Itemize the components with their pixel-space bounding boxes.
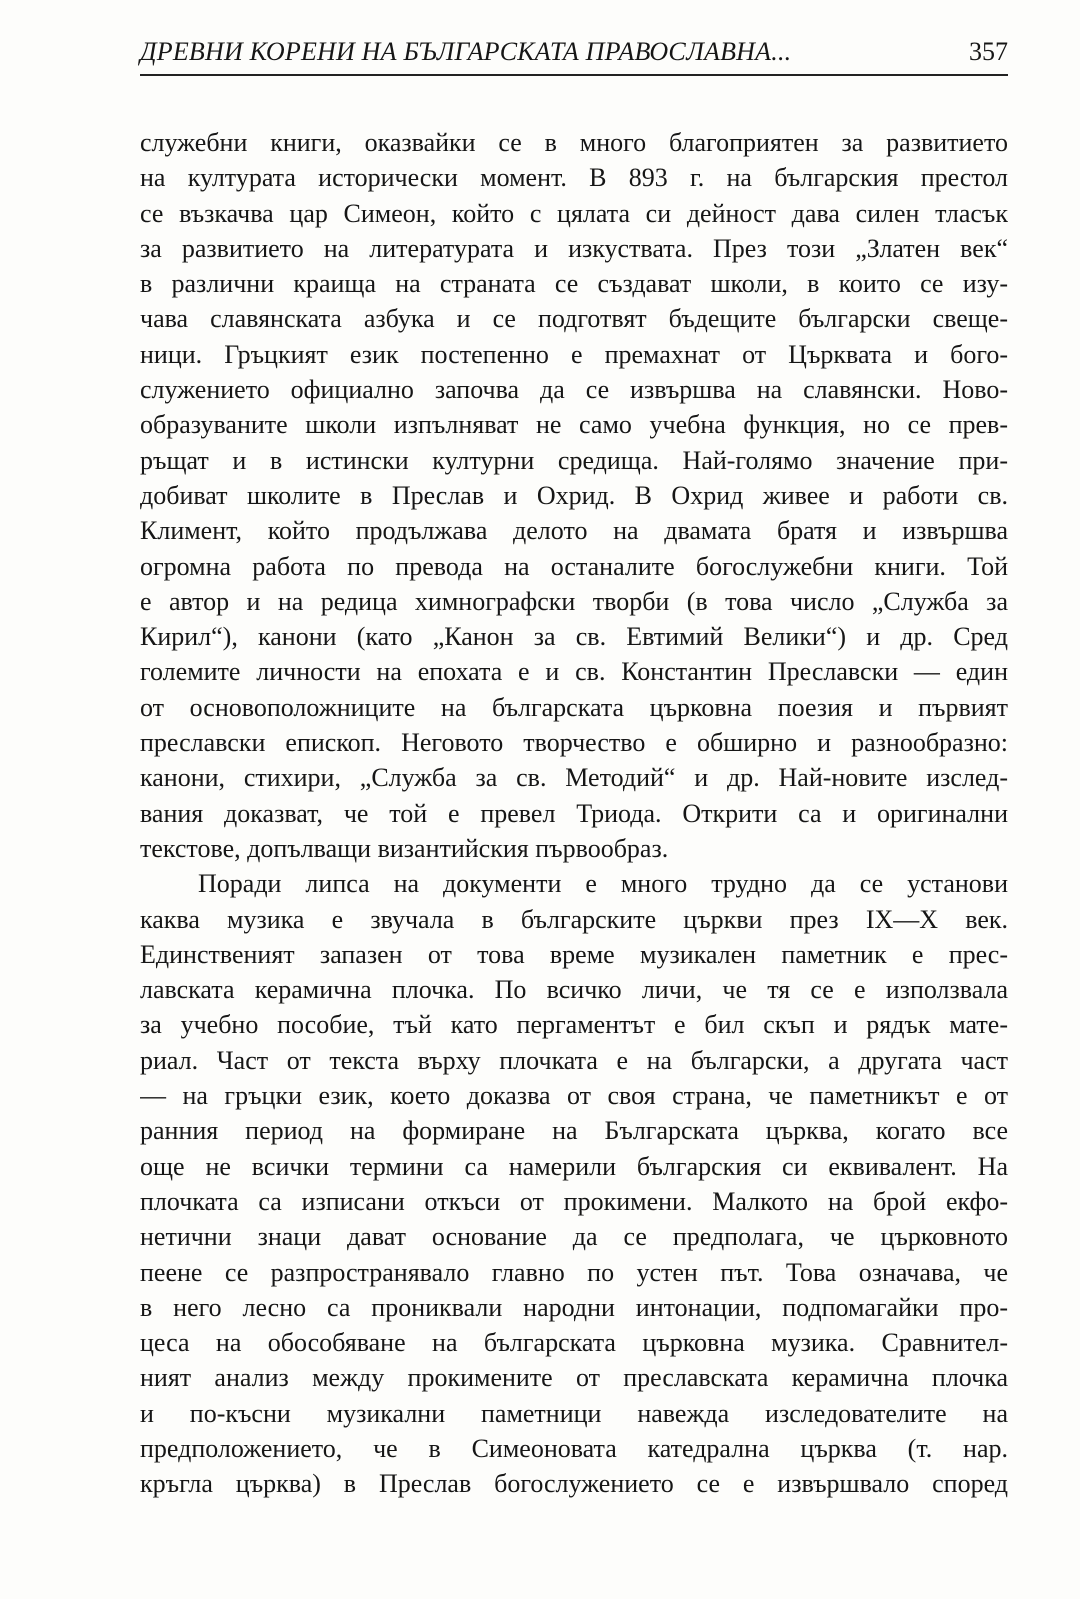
text-line: в него лесно са прониквали народни интонации, подпомагайки про- [140, 1292, 1008, 1322]
text-line: Климент, който продължава делото на двамата братя и извършва [140, 516, 1008, 546]
text-line: нетични знаци дават основание да се предполага, че църковното [140, 1222, 1008, 1252]
text-line: добиват школите в Преслав и Охрид. В Охрид живее и работи св. [140, 480, 1008, 510]
text-line: служението официално започва да се извършва на славянски. Ново- [140, 375, 1008, 405]
text-line: за развитието на литературата и изкуствата. През този „Златен век“ [140, 233, 1008, 263]
text-line: вания доказват, че той е превел Триода. Открити са и оригинални [140, 798, 1008, 828]
text-line: Единственият запазен от това време музикален паметник е прес- [140, 939, 1008, 969]
text-line: преславски епископ. Неговото творчество е обширно и разнообразно: [140, 728, 1008, 758]
text-line: Поради липса на документи е много трудно да се установи [198, 869, 1008, 899]
text-line: големите личности на епохата е и св. Константин Преславски — един [140, 657, 1008, 687]
text-line: служебни книги, оказвайки се в много благоприятен за развитието [140, 128, 1008, 157]
text-line: чава славянската азбука и се подготвят бъдещите български свеще- [140, 304, 1008, 334]
text-line: ранния период на формиране на Българската църква, когато все [140, 1116, 1008, 1146]
text-line: — на гръцки език, което доказва от своя страна, че паметникът е от [140, 1081, 1008, 1111]
text-line: и по-късни музикални паметници навежда изследователите на [140, 1398, 1008, 1428]
paragraph-2 [140, 866, 1008, 1501]
text-line: цеса на обособяване на българската църковна музика. Сравнител- [140, 1328, 1008, 1358]
paragraph-1 [140, 125, 1008, 866]
body-text [140, 125, 1008, 1502]
text-line: още не всички термини са намерили българския си еквивалент. На [140, 1151, 1008, 1181]
text-line: кръгла църква) в Преслав богослужението се е извършвало според [140, 1469, 1008, 1499]
text-line: в различни краища на страната се създават школи, в които се изу- [140, 269, 1008, 299]
text-line: за учебно пособие, тъй като пергаментът е бил скъп и рядък мате- [140, 1010, 1008, 1040]
text-line: образуваните школи изпълняват не само учебна функция, но се прев- [140, 410, 1008, 440]
text-line: лавската керамична плочка. По всичко личи, че тя се е използвала [140, 975, 1008, 1005]
text-line: се възкачва цар Симеон, който с цялата си дейност дава силен тласък [140, 198, 1008, 228]
text-line: риал. Част от текста върху плочката е на български, а другата част [140, 1045, 1008, 1075]
text-line: плочката са изписани откъси от прокимени. Малкото на брой екфо- [140, 1186, 1008, 1216]
text-line: канони, стихири, „Служба за св. Методий“ и др. Най-новите изслед- [140, 763, 1008, 793]
text-line: каква музика е звучала в българските църкви през IX—X век. [140, 904, 1008, 934]
text-line: на културата исторически момент. В 893 г. на българския престол [140, 163, 1008, 193]
text-line: от основоположниците на българската църковна поезия и първият [140, 692, 1008, 722]
text-line: огромна работа по превода на останалите богослужебни книги. Той [140, 551, 1008, 581]
running-header [140, 34, 1008, 76]
text-line: предположението, че в Симеоновата катедрална църква (т. нар. [140, 1433, 1008, 1463]
text-line: ници. Гръцкият език постепенно е премахнат от Църквата и бого- [140, 339, 1008, 369]
text-line: текстове, допълващи византийския първообраз. [140, 833, 669, 863]
running-title: ДРЕВНИ КОРЕНИ НА БЪЛГАРСКАТА ПРАВОСЛАВНА... [140, 37, 792, 66]
text-line: ният анализ между прокимените от преславската керамична плочка [140, 1363, 1008, 1393]
text-line: е автор и на редица химнографски творби (в това число „Служба за [140, 586, 1008, 616]
page-number: 357 [969, 37, 1008, 66]
text-line: ръщат и в истински културни средища. Най-голямо значение при- [140, 445, 1008, 475]
text-line: пеене се разпространявало главно по устен път. Това означава, че [140, 1257, 1008, 1287]
text-line: Кирил“), канони (като „Канон за св. Евтимий Велики“) и др. Сред [140, 622, 1008, 652]
